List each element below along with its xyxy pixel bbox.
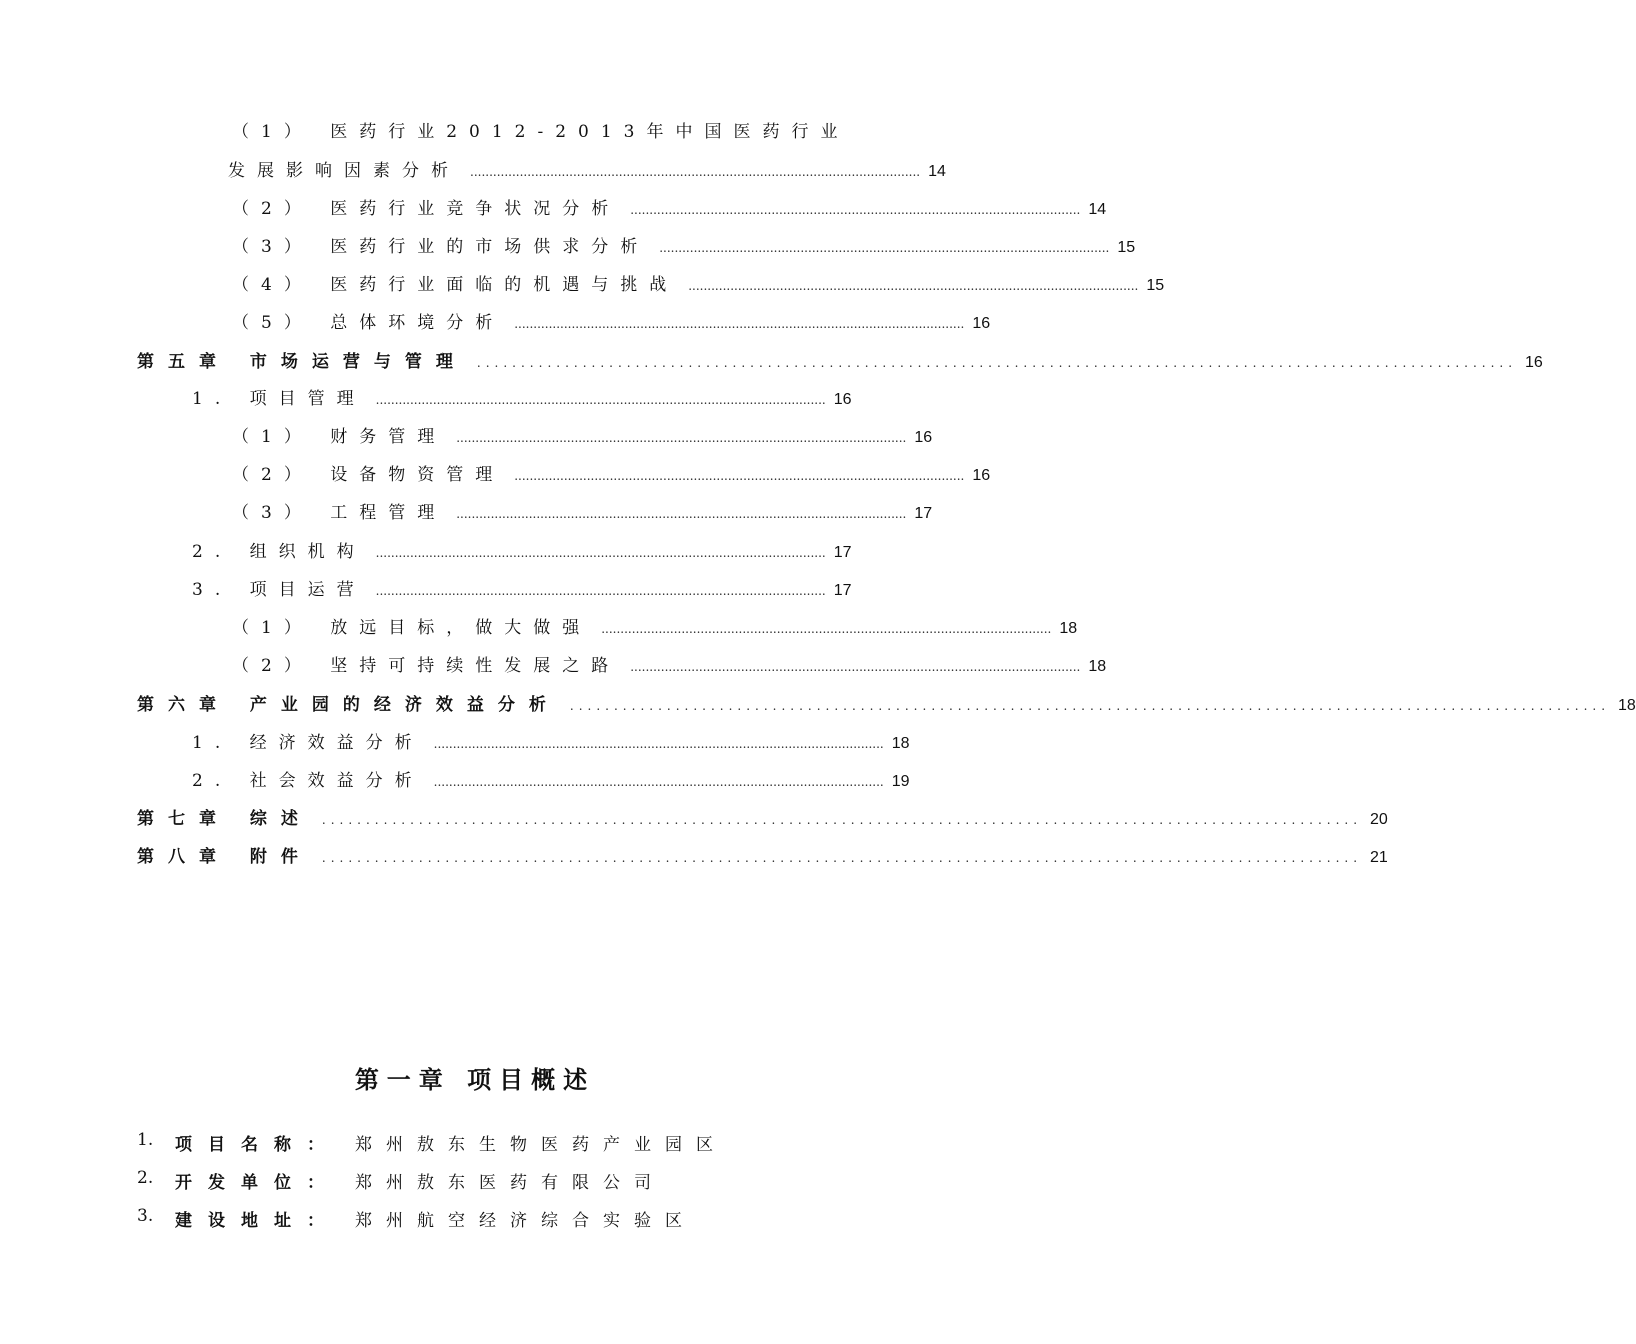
toc-label: （5） 总体环境分析 bbox=[232, 313, 505, 333]
info-key: 开发单位： bbox=[175, 1173, 340, 1193]
toc-label: 2. 社会效益分析 bbox=[192, 771, 424, 791]
toc-label: （2） 设备物资管理 bbox=[232, 465, 505, 485]
toc-page-number: 18 bbox=[1088, 658, 1107, 675]
toc-chapter-8[interactable] bbox=[137, 842, 1388, 868]
info-value: 郑州敖东医药有限公司 bbox=[355, 1173, 665, 1193]
info-value: 郑州敖东生物医药产业园区 bbox=[355, 1135, 727, 1155]
toc-page-number: 15 bbox=[1117, 239, 1136, 256]
toc-leader-dots: ...................................................................................................................... bbox=[321, 813, 1363, 827]
toc-page-number: 19 bbox=[891, 773, 910, 790]
info-item-address bbox=[137, 1206, 696, 1231]
toc-label: 第五章 市场运营与管理 bbox=[137, 352, 467, 372]
info-item-project-name bbox=[137, 1130, 727, 1155]
toc-entry-5-1-1[interactable] bbox=[232, 422, 933, 448]
toc-page-number: 18 bbox=[1618, 697, 1636, 714]
toc-label: （1） 放远目标，做大做强 bbox=[232, 618, 592, 638]
toc-label: 1. 经济效益分析 bbox=[192, 733, 424, 753]
toc-label: 2. 组织机构 bbox=[192, 542, 366, 562]
toc-entry-5-1[interactable] bbox=[192, 384, 852, 410]
toc-leader-dots: ...................................................................................................................... bbox=[601, 622, 1052, 636]
toc-label: 第八章 附件 bbox=[137, 847, 312, 867]
toc-label: （3） 工程管理 bbox=[232, 503, 447, 523]
toc-leader-dots: ...................................................................................................................... bbox=[321, 851, 1363, 865]
toc-leader-dots: ...................................................................................................................... bbox=[375, 393, 826, 407]
info-key: 项目名称： bbox=[175, 1135, 340, 1155]
toc-page-number: 16 bbox=[1525, 354, 1543, 371]
toc-page-number: 18 bbox=[1059, 620, 1078, 637]
toc-leader-dots: ...................................................................................................................... bbox=[456, 431, 907, 445]
toc-page-number: 16 bbox=[833, 391, 852, 408]
toc-entry-5-2[interactable] bbox=[192, 537, 852, 563]
toc-entry-5-3-1[interactable] bbox=[232, 613, 1078, 639]
toc-page-number: 18 bbox=[891, 735, 910, 752]
toc-page-number: 17 bbox=[914, 505, 933, 522]
info-key: 建设地址： bbox=[175, 1211, 340, 1231]
toc-leader-dots: ...................................................................................................................... bbox=[375, 584, 826, 598]
toc-page-number: 16 bbox=[972, 315, 991, 332]
toc-leader-dots: ...................................................................................................................... bbox=[630, 203, 1081, 217]
info-number: 3. bbox=[137, 1206, 154, 1226]
toc-entry-5-3[interactable] bbox=[192, 575, 852, 601]
toc-leader-dots: ...................................................................................................................... bbox=[659, 241, 1110, 255]
toc-label: （2） 坚持可持续性发展之路 bbox=[232, 656, 621, 676]
toc-leader-dots: ...................................................................................................................... bbox=[433, 737, 884, 751]
toc-entry-5-1-2[interactable] bbox=[232, 460, 991, 486]
toc-page-number: 16 bbox=[914, 429, 933, 446]
toc-page-number: 16 bbox=[972, 467, 991, 484]
toc-label: （3） 医药行业的市场供求分析 bbox=[232, 237, 650, 257]
toc-leader-dots: ...................................................................................................................... bbox=[514, 469, 965, 483]
toc-leader-dots: ...................................................................................................................... bbox=[569, 699, 1611, 713]
toc-page-number: 14 bbox=[1088, 201, 1107, 218]
toc-leader-dots: ...................................................................................................................... bbox=[688, 279, 1139, 293]
toc-label: （1） 财务管理 bbox=[232, 427, 447, 447]
toc-entry-6-1[interactable] bbox=[192, 728, 910, 754]
toc-leader-dots: ...................................................................................................................... bbox=[456, 507, 907, 521]
toc-chapter-5[interactable] bbox=[137, 347, 1543, 373]
toc-label: 发展影响因素分析 bbox=[228, 161, 460, 181]
toc-entry-1-line1[interactable]: （1） 医药行业2012-2013年中国医药行业 bbox=[232, 122, 850, 142]
toc-leader-dots: ...................................................................................................................... bbox=[630, 660, 1081, 674]
toc-chapter-6[interactable] bbox=[137, 690, 1636, 716]
toc-page-number: 14 bbox=[928, 163, 946, 180]
info-number: 2. bbox=[137, 1168, 154, 1188]
toc-label: 第七章 综述 bbox=[137, 809, 312, 829]
toc-label: 第六章 产业园的经济效益分析 bbox=[137, 695, 560, 715]
info-item-developer bbox=[137, 1168, 665, 1193]
toc-leader-dots: ...................................................................................................................... bbox=[470, 165, 921, 179]
info-value: 郑州航空经济综合实验区 bbox=[355, 1211, 696, 1231]
toc-entry-6-2[interactable] bbox=[192, 766, 910, 792]
toc-entry-5-3-2[interactable] bbox=[232, 651, 1107, 677]
toc-label: （4） 医药行业面临的机遇与挑战 bbox=[232, 275, 679, 295]
toc-entry-5[interactable] bbox=[232, 308, 991, 334]
toc-leader-dots: ...................................................................................................................... bbox=[433, 775, 884, 789]
toc-label: （2） 医药行业竞争状况分析 bbox=[232, 199, 621, 219]
toc-leader-dots: ...................................................................................................................... bbox=[514, 317, 965, 331]
toc-leader-dots: ...................................................................................................................... bbox=[375, 546, 826, 560]
toc-entry-1-line2[interactable] bbox=[228, 156, 946, 182]
toc-entry-2[interactable] bbox=[232, 194, 1107, 220]
toc-page-number: 17 bbox=[833, 544, 852, 561]
toc-label: 1. 项目管理 bbox=[192, 389, 366, 409]
toc-leader-dots: ...................................................................................................................... bbox=[476, 356, 1518, 370]
info-number: 1. bbox=[137, 1130, 154, 1150]
toc-page-number: 15 bbox=[1146, 277, 1165, 294]
toc-entry-4[interactable] bbox=[232, 270, 1165, 296]
toc-label: 3. 项目运营 bbox=[192, 580, 366, 600]
toc-page-number: 17 bbox=[833, 582, 852, 599]
toc-page-number: 21 bbox=[1370, 849, 1388, 866]
chapter-title: 第一章 项目概述 bbox=[354, 1065, 596, 1094]
toc-chapter-7[interactable] bbox=[137, 804, 1388, 830]
toc-page-number: 20 bbox=[1370, 811, 1388, 828]
toc-entry-5-1-3[interactable] bbox=[232, 498, 933, 524]
toc-entry-3[interactable] bbox=[232, 232, 1136, 258]
